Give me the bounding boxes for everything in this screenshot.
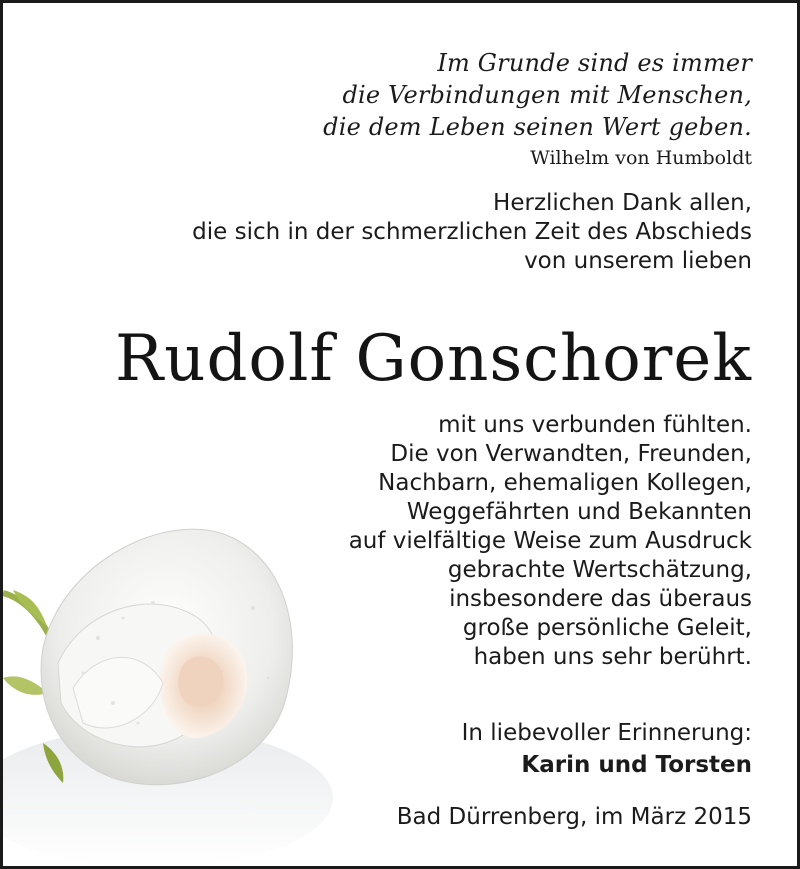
thanks-line: die sich in der schmerzlichen Zeit des Abschieds	[192, 219, 752, 245]
humboldt-quote	[323, 47, 752, 143]
body-line: auf vielfältige Weise zum Ausdruck	[348, 528, 752, 554]
deceased-name: Rudolf Gonschorek	[115, 322, 752, 396]
quote-line: die Verbindungen mit Menschen,	[342, 81, 752, 109]
body-line: mit uns verbunden fühlten.	[438, 412, 752, 438]
thanks-intro	[192, 189, 752, 276]
signers: Karin und Torsten	[521, 752, 752, 778]
thanks-line: Herzlichen Dank allen,	[493, 190, 752, 216]
thanks-line: von unserem lieben	[524, 248, 752, 274]
body-line: insbesondere das überaus	[449, 586, 752, 612]
quote-author: Wilhelm von Humboldt	[530, 147, 752, 169]
memory-line: In liebevoller Erinnerung:	[461, 720, 752, 746]
thanks-body	[349, 411, 752, 672]
place-date: Bad Dürrenberg, im März 2015	[396, 804, 752, 830]
white-rose-icon	[3, 498, 333, 869]
body-line: Weggefährten und Bekannten	[406, 499, 752, 525]
quote-line: die dem Leben seinen Wert geben.	[323, 113, 752, 141]
body-line: Nachbarn, ehemaligen Kollegen,	[378, 470, 752, 496]
body-line: große persönliche Geleit,	[462, 615, 752, 641]
body-line: Die von Verwandten, Freunden,	[390, 441, 752, 467]
body-line: haben uns sehr berührt.	[473, 644, 752, 670]
body-line: gebrachte Wertschätzung,	[447, 557, 752, 583]
quote-line: Im Grunde sind es immer	[437, 49, 752, 77]
